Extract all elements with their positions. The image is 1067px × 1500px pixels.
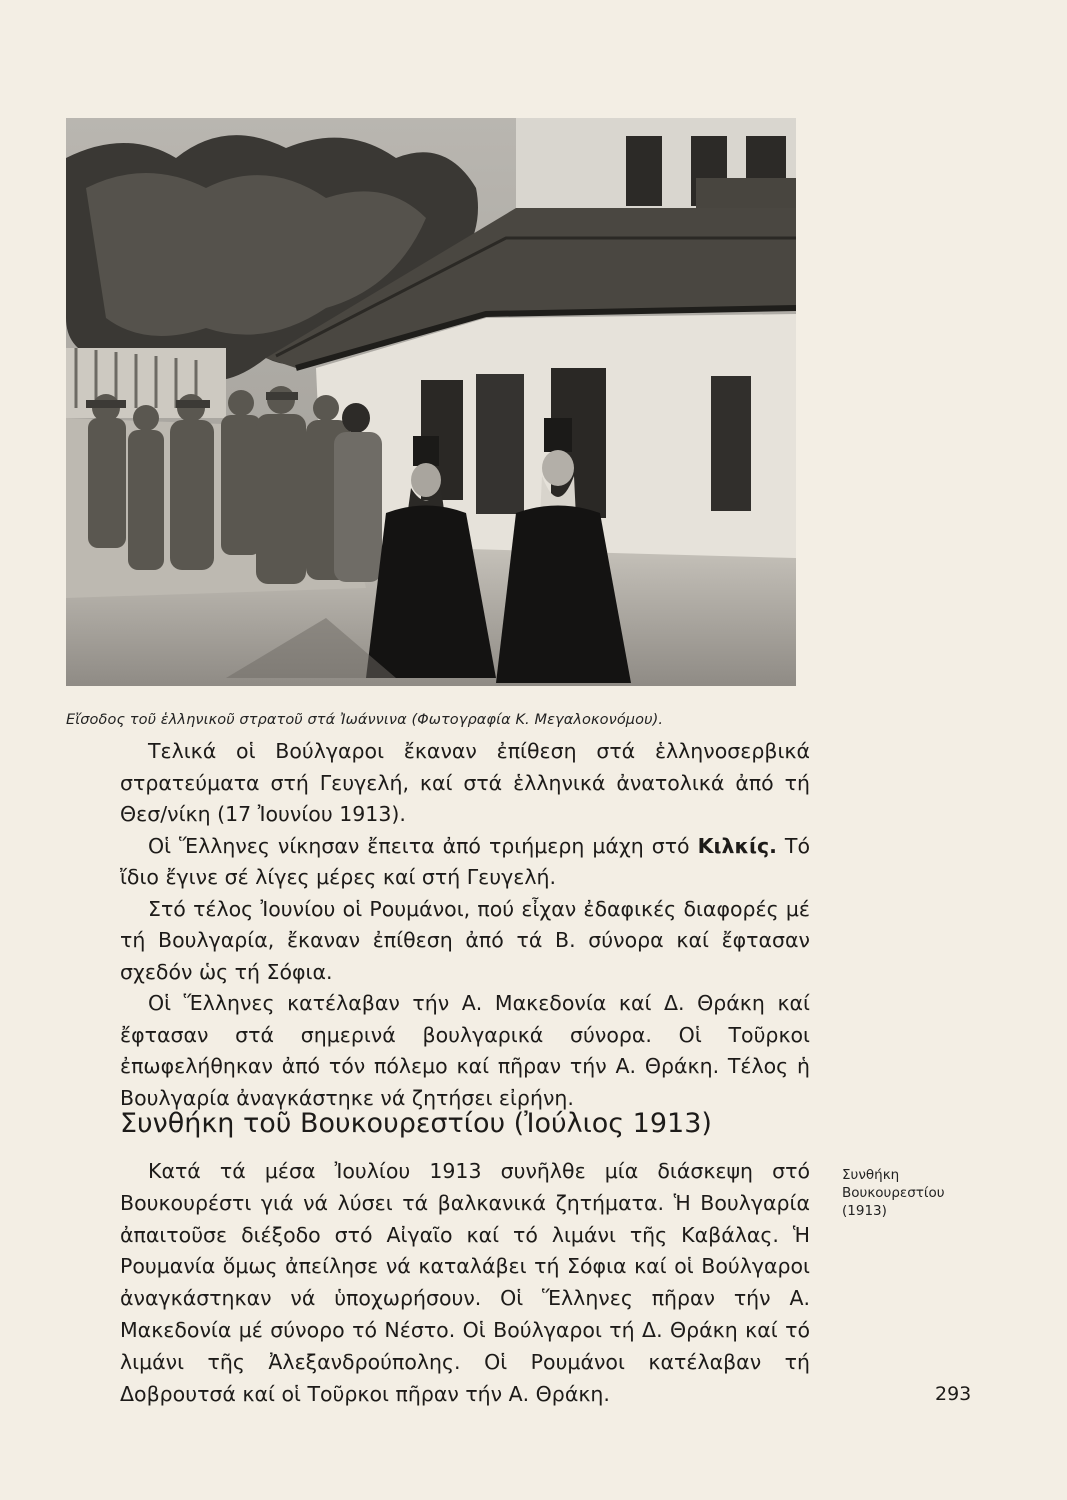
page-number: 293 [935, 1383, 972, 1405]
paragraph-2 [120, 831, 810, 894]
margin-note-line-1: Συνθήκη [842, 1167, 900, 1183]
kilkis-bold: Κιλκίς. [697, 833, 777, 858]
paragraph-1: Τελικά οἱ Βούλγαροι ἔκαναν ἐπίθεση στά ἑλληνοσερβικά στρατεύματα στή Γευγελή, καί στά ἑλληνικά ἀνατολικά ἀπό τή Θεσ/νίκη (17 Ἰουνίου 1913). [120, 739, 810, 826]
photo-caption: Εἴσοδος τοῦ ἑλληνικοῦ στρατοῦ στά Ἰωάννινα (Φωτογραφία Κ. Μεγαλοκονόμου). [66, 712, 664, 728]
paragraph-2-start: Οἱ Ἕλληνες νίκησαν ἔπειτα ἀπό τριήμερη μάχη στό [148, 833, 698, 858]
section-paragraph: Κατά τά μέσα Ἰουλίου 1913 συνῆλθε μία διάσκεψη στό Βουκουρέστι γιά νά λύσει τά βαλκανικά ζητήματα. Ἡ Βουλγαρία ἀπαιτοῦσε διέξοδο στό Αἰγαῖο καί τό λιμάνι τῆς Καβάλας. Ἡ Ρουμανία ὅμως ἀπείλησε νά καταλάβει τή Σόφια καί οἱ Βούλγαροι ἀναγκάστηκαν νά ὑποχωρήσουν. Οἱ Ἕλληνες πῆραν τήν Α. Μακεδονία μέ σύνορο τό Νέστο. Οἱ Βούλγαροι τή Δ. Θράκη καί τό λιμάνι τῆς Ἀλεξανδρούπολης. Οἱ Ρουμάνοι κατέλαβαν τή Δοβρουτσά καί οἱ Τοῦρκοι πῆραν τήν Α. Θράκη. [120, 1159, 810, 1406]
margin-note [842, 1166, 982, 1220]
section-heading: Συνθήκη τοῦ Βουκουρεστίου (Ἰούλιος 1913) [120, 1108, 712, 1139]
body-text [120, 736, 810, 1114]
paragraph-3: Στό τέλος Ἰουνίου οἱ Ρουμάνοι, πού εἶχαν ἐδαφικές διαφορές μέ τή Βουλγαρία, ἔκαναν ἐπίθεση ἀπό τά Β. σύνορα καί ἔφτασαν σχεδόν ὡς τή Σόφια. [120, 896, 810, 984]
margin-note-line-3: (1913) [842, 1203, 887, 1219]
paragraph-4: Οἱ Ἕλληνες κατέλαβαν τήν Α. Μακεδονία καί Δ. Θράκη καί ἔφτασαν στά σημερινά βουλγαρικά σύνορα. Οἱ Τοῦρκοι ἐπωφελήθηκαν ἀπό τόν πόλεμο καί πῆραν τήν Α. Θράκη. Τέλος ἡ Βουλγαρία ἀναγκάστηκε νά ζητήσει εἰρήνη. [120, 991, 810, 1110]
paragraph-2-end: Τό ἴδιο ἔγινε σέ λίγες μέρες καί στή Γευγελή. [120, 833, 810, 889]
margin-note-line-2: Βουκουρεστίου [842, 1185, 945, 1201]
historical-photograph [66, 118, 796, 686]
